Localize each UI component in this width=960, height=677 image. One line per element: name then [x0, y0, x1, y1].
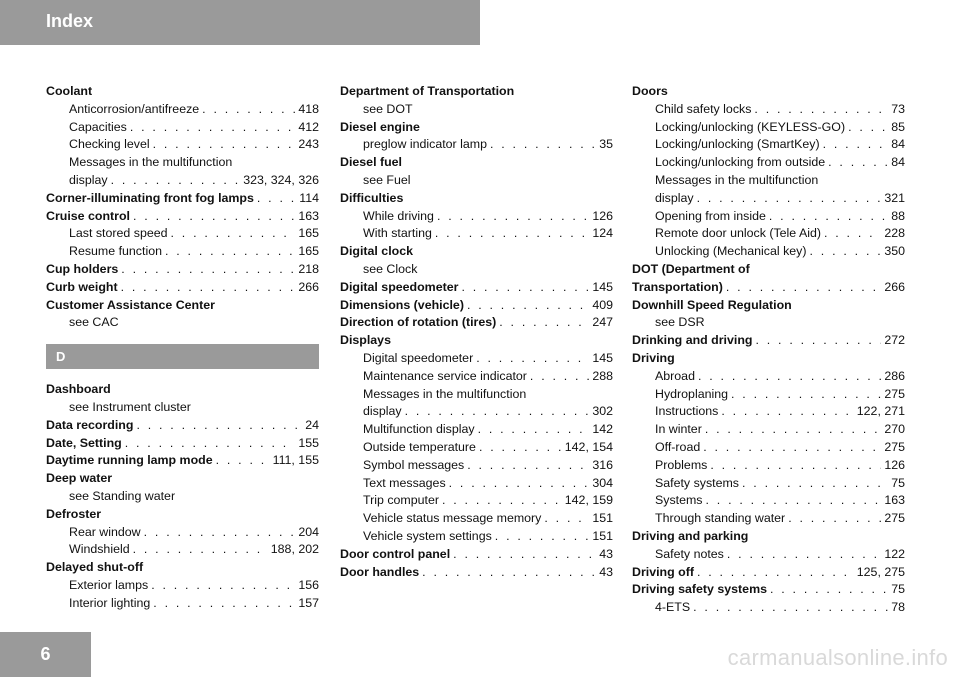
page-reference: 275 — [884, 511, 905, 526]
index-subentry — [632, 368, 905, 386]
page-reference: 157 — [298, 595, 319, 610]
entry-label: Driving and parking — [632, 528, 749, 543]
page-reference: 122, 271 — [856, 404, 905, 419]
entry-label: 4-ETS — [655, 600, 691, 615]
entry-label: Anticorrosion/antifreeze — [69, 101, 200, 116]
entry-label: Maintenance service indicator — [363, 368, 527, 383]
entry-label: Interior lighting — [69, 595, 151, 610]
page-reference: 24 — [305, 417, 319, 432]
index-subentry — [340, 350, 613, 368]
index-subentry — [632, 546, 905, 564]
page-reference: 78 — [891, 600, 905, 615]
entry-label: display — [655, 190, 694, 205]
page-reference: 247 — [592, 315, 613, 330]
dot-leader — [697, 190, 882, 208]
entry-label: display — [363, 404, 402, 419]
index-heading-entry — [340, 243, 613, 261]
entry-label: Systems — [655, 493, 703, 508]
index-subentry — [340, 136, 613, 154]
index-heading-entry — [632, 528, 905, 546]
index-subentry — [340, 386, 613, 404]
dot-leader — [693, 599, 888, 617]
page-reference: 75 — [891, 582, 905, 597]
index-heading-entry — [340, 332, 613, 350]
dot-leader — [461, 279, 589, 297]
dot-leader — [770, 581, 888, 599]
index-subentry — [46, 595, 319, 613]
index-subentry — [46, 399, 319, 417]
entry-label: Curb weight — [46, 279, 118, 294]
index-subentry — [632, 421, 905, 439]
page-reference: 111, 155 — [272, 453, 319, 468]
dot-leader — [726, 279, 881, 297]
dot-leader — [495, 528, 590, 546]
index-subentry — [46, 243, 319, 261]
entry-label: While driving — [363, 208, 434, 223]
entry-label: Capacities — [69, 119, 127, 134]
index-subentry — [340, 261, 613, 279]
index-subentry — [632, 225, 905, 243]
dot-leader — [133, 541, 268, 559]
dot-leader — [828, 154, 888, 172]
index-heading-entry — [46, 417, 319, 435]
entry-label: Vehicle system settings — [363, 528, 492, 543]
dot-leader — [435, 225, 589, 243]
page-reference: 204 — [298, 524, 319, 539]
entry-label: Digital clock — [340, 244, 413, 259]
index-subentry — [340, 475, 613, 493]
dot-leader — [153, 595, 295, 613]
index-subentry — [632, 243, 905, 261]
watermark: carmanualsonline.info — [727, 645, 948, 670]
index-heading-entry — [632, 261, 905, 279]
entry-label: Locking/unlocking (SmartKey) — [655, 137, 820, 152]
entry-label: Messages in the multifunction — [363, 386, 527, 401]
page-reference: 88 — [891, 208, 905, 223]
page-reference: 126 — [884, 457, 905, 472]
entry-label: Driving — [632, 350, 675, 365]
entry-label: Child safety locks — [655, 101, 752, 116]
index-subentry — [632, 492, 905, 510]
index-subentry — [46, 172, 319, 190]
index-subentry — [632, 172, 905, 190]
dot-leader — [478, 421, 590, 439]
page-reference: 84 — [891, 155, 905, 170]
dot-leader — [479, 439, 562, 457]
page-reference: 142, 154 — [564, 439, 613, 454]
dot-leader — [499, 314, 589, 332]
dot-leader — [257, 190, 296, 208]
index-heading-entry — [46, 83, 319, 101]
page-reference: 288 — [592, 368, 613, 383]
entry-label: In winter — [655, 422, 702, 437]
index-subentry — [632, 314, 905, 332]
dot-leader — [788, 510, 881, 528]
dot-leader — [437, 208, 589, 226]
entry-label: Rear window — [69, 524, 141, 539]
page-reference: 35 — [599, 137, 613, 152]
index-subentry — [632, 208, 905, 226]
entry-label: Door control panel — [340, 546, 451, 561]
entry-label: Locking/unlocking from outside — [655, 155, 826, 170]
entry-label: Messages in the multifunction — [655, 172, 819, 187]
dot-leader — [133, 208, 295, 226]
index-subentry — [632, 190, 905, 208]
entry-label: see DOT — [363, 101, 413, 116]
dot-leader — [703, 439, 881, 457]
page-reference: 73 — [891, 101, 905, 116]
dot-leader — [111, 172, 241, 190]
entry-label: Safety systems — [655, 475, 740, 490]
index-subentry — [46, 488, 319, 506]
entry-label: see Standing water — [69, 488, 176, 503]
entry-label: Checking level — [69, 137, 150, 152]
dot-leader — [544, 510, 589, 528]
dot-leader — [121, 261, 295, 279]
entry-label: Last stored speed — [69, 226, 168, 241]
dot-leader — [530, 368, 589, 386]
entry-label: Remote door unlock (Tele Aid) — [655, 226, 821, 241]
entry-label: Hydroplaning — [655, 386, 729, 401]
index-subentry — [340, 457, 613, 475]
entry-label: Locking/unlocking (KEYLESS-GO) — [655, 119, 846, 134]
index-heading-entry — [340, 190, 613, 208]
dot-leader — [467, 297, 589, 315]
index-subentry — [340, 172, 613, 190]
entry-label: Drinking and driving — [632, 333, 753, 348]
index-subentry — [632, 599, 905, 617]
index-subentry — [46, 225, 319, 243]
dot-leader — [151, 577, 295, 595]
dot-leader — [755, 332, 881, 350]
dot-leader — [476, 350, 589, 368]
index-heading-entry — [46, 470, 319, 488]
entry-label: Safety notes — [655, 546, 724, 561]
page-reference: 145 — [592, 279, 613, 294]
dot-leader — [727, 546, 881, 564]
page-reference: 412 — [298, 119, 319, 134]
index-subentry — [46, 541, 319, 559]
page-reference: 43 — [599, 546, 613, 561]
index-subentry — [340, 368, 613, 386]
entry-label: Instructions — [655, 404, 719, 419]
entry-label: Unlocking (Mechanical key) — [655, 244, 807, 259]
page-reference: 321 — [884, 190, 905, 205]
entry-label: Multifunction display — [363, 422, 475, 437]
page-reference: 165 — [298, 226, 319, 241]
page-reference: 316 — [592, 457, 613, 472]
index-heading-entry — [340, 564, 613, 582]
page-reference: 304 — [592, 475, 613, 490]
dot-leader — [202, 101, 295, 119]
index-heading-entry — [46, 559, 319, 577]
index-column-1 — [46, 83, 319, 613]
index-subentry — [632, 101, 905, 119]
entry-label: Transportation) — [632, 279, 723, 294]
dot-leader — [467, 457, 589, 475]
index-heading-entry — [46, 506, 319, 524]
index-heading-entry — [46, 261, 319, 279]
entry-label: Outside temperature — [363, 439, 476, 454]
page-reference: 272 — [884, 333, 905, 348]
index-subentry — [340, 101, 613, 119]
entry-label: Dimensions (vehicle) — [340, 297, 464, 312]
entry-label: Problems — [655, 457, 708, 472]
page-reference: 156 — [298, 577, 319, 592]
index-heading-entry — [46, 279, 319, 297]
index-heading-entry — [340, 279, 613, 297]
dot-leader — [698, 368, 881, 386]
index-subentry — [46, 524, 319, 542]
page-reference: 163 — [884, 493, 905, 508]
page-reference: 418 — [298, 101, 319, 116]
page-reference: 163 — [298, 208, 319, 223]
index-heading-entry — [340, 546, 613, 564]
header-bar — [0, 0, 480, 45]
entry-label: Cruise control — [46, 208, 130, 223]
entry-label: Digital speedometer — [363, 350, 474, 365]
index-subentry — [340, 403, 613, 421]
index-subentry — [632, 403, 905, 421]
entry-label: Defroster — [46, 506, 102, 521]
index-subentry — [632, 119, 905, 137]
entry-label: see Instrument cluster — [69, 399, 191, 414]
index-subentry — [632, 510, 905, 528]
entry-label: Difficulties — [340, 190, 404, 205]
page-reference: 142 — [592, 422, 613, 437]
page-reference: 85 — [891, 119, 905, 134]
entry-label: display — [69, 172, 108, 187]
page-reference: 228 — [884, 226, 905, 241]
index-heading-entry — [46, 452, 319, 470]
index-subentry — [46, 119, 319, 137]
index-heading-entry — [632, 83, 905, 101]
entry-label: see CAC — [69, 315, 119, 330]
entry-label: Diesel engine — [340, 119, 420, 134]
dot-leader — [769, 208, 888, 226]
entry-label: Text messages — [363, 475, 446, 490]
entry-label: see DSR — [655, 315, 705, 330]
dot-leader — [130, 119, 295, 137]
dot-leader — [165, 243, 295, 261]
page-reference: 275 — [884, 439, 905, 454]
entry-label: Off-road — [655, 439, 701, 454]
index-heading-entry — [46, 190, 319, 208]
dot-leader — [171, 225, 296, 243]
dot-leader — [144, 524, 296, 542]
index-heading-entry — [632, 332, 905, 350]
page-reference: 114 — [299, 190, 319, 205]
page-reference: 165 — [298, 244, 319, 259]
entry-label: Door handles — [340, 564, 420, 579]
index-heading-entry — [340, 154, 613, 172]
entry-label: Trip computer — [363, 493, 439, 508]
index-heading-entry — [632, 279, 905, 297]
index-heading-entry — [46, 435, 319, 453]
page-reference: 122 — [884, 546, 905, 561]
entry-label: Cup holders — [46, 261, 119, 276]
entry-label: Abroad — [655, 368, 695, 383]
entry-label: Exterior lamps — [69, 577, 149, 592]
page-reference: 145 — [592, 350, 613, 365]
page-reference: 155 — [298, 435, 319, 450]
page-reference: 84 — [891, 137, 905, 152]
entry-label: Date, Setting — [46, 435, 122, 450]
index-subentry — [46, 577, 319, 595]
entry-label: Coolant — [46, 84, 93, 98]
page-reference: 75 — [891, 475, 905, 490]
entry-label: Deep water — [46, 471, 113, 486]
page-reference: 409 — [592, 297, 613, 312]
page-reference: 151 — [592, 528, 613, 543]
dot-leader — [216, 452, 270, 470]
index-subentry — [340, 510, 613, 528]
index-subentry — [46, 101, 319, 119]
dot-leader — [125, 435, 296, 453]
page-number: 6 — [40, 644, 51, 664]
dot-leader — [742, 475, 888, 493]
dot-leader — [731, 386, 881, 404]
entry-label: Messages in the multifunction — [69, 155, 233, 170]
index-heading-entry — [632, 564, 905, 582]
dot-leader — [136, 417, 302, 435]
index-heading-entry — [632, 581, 905, 599]
entry-label: see Clock — [363, 261, 418, 276]
page-reference: 124 — [592, 226, 613, 241]
index-heading-entry — [46, 208, 319, 226]
dot-leader — [121, 279, 296, 297]
page-reference: 266 — [884, 279, 905, 294]
page-number-box — [0, 632, 91, 677]
entry-label: Delayed shut-off — [46, 560, 144, 575]
dot-leader — [848, 119, 888, 137]
entry-label: Downhill Speed Regulation — [632, 297, 792, 312]
entry-label: Corner-illuminating front fog lamps — [46, 190, 254, 205]
entry-label: Opening from inside — [655, 208, 766, 223]
entry-label: Diesel fuel — [340, 155, 402, 170]
dot-leader — [705, 421, 881, 439]
index-subentry — [632, 457, 905, 475]
index-subentry — [632, 386, 905, 404]
entry-label: Driving off — [632, 564, 694, 579]
page-reference: 125, 275 — [856, 564, 905, 579]
dot-leader — [449, 475, 590, 493]
page-reference: 270 — [884, 422, 905, 437]
dot-leader — [754, 101, 888, 119]
entry-label: Digital speedometer — [340, 279, 459, 294]
entry-label: Department of Transportation — [340, 84, 515, 98]
page-reference: 243 — [298, 137, 319, 152]
index-subentry — [632, 154, 905, 172]
dot-leader — [153, 136, 296, 154]
entry-label: Displays — [340, 333, 391, 348]
dot-leader — [422, 564, 596, 582]
page-reference: 323, 324, 326 — [243, 172, 319, 187]
entry-label: see Fuel — [363, 172, 411, 187]
index-heading-entry — [46, 381, 319, 399]
index-subentry — [340, 528, 613, 546]
index-column-2 — [340, 83, 613, 581]
entry-label: Resume function — [69, 244, 162, 259]
dot-leader — [697, 564, 854, 582]
entry-label: Windshield — [69, 542, 130, 557]
index-subentry — [46, 314, 319, 332]
page-reference: 350 — [884, 244, 905, 259]
index-heading-entry — [632, 297, 905, 315]
entry-label: Symbol messages — [363, 457, 465, 472]
index-subentry — [340, 492, 613, 510]
page-title: Index — [46, 11, 94, 31]
dot-leader — [710, 457, 881, 475]
dot-leader — [405, 403, 590, 421]
entry-label: Daytime running lamp mode — [46, 453, 213, 468]
index-subentry — [46, 154, 319, 172]
entry-label: Driving safety systems — [632, 582, 767, 597]
index-subentry — [632, 475, 905, 493]
index-subentry — [46, 136, 319, 154]
entry-label: Direction of rotation (tires) — [340, 315, 497, 330]
dot-leader — [823, 136, 889, 154]
entry-label: Customer Assistance Center — [46, 297, 215, 312]
index-subentry — [340, 208, 613, 226]
index-heading-entry — [340, 314, 613, 332]
index-heading-entry — [632, 350, 905, 368]
index-subentry — [632, 439, 905, 457]
index-column-3 — [632, 83, 905, 617]
dot-leader — [706, 492, 882, 510]
page-reference: 302 — [592, 404, 613, 419]
page-reference: 151 — [592, 511, 613, 526]
entry-label: Through standing water — [655, 511, 786, 526]
section-header — [46, 344, 319, 369]
index-subentry — [632, 136, 905, 154]
page-reference: 218 — [298, 261, 319, 276]
dot-leader — [721, 403, 853, 421]
page-reference: 286 — [884, 368, 905, 383]
index-heading-entry — [46, 297, 319, 315]
entry-label: DOT (Department of — [632, 261, 750, 276]
dot-leader — [442, 492, 562, 510]
page-reference: 43 — [599, 564, 613, 579]
page-reference: 142, 159 — [564, 493, 613, 508]
dot-leader — [490, 136, 596, 154]
page-reference: 126 — [592, 208, 613, 223]
entry-label: Data recording — [46, 417, 134, 432]
page-reference: 266 — [298, 279, 319, 294]
index-heading-entry — [340, 297, 613, 315]
section-letter: D — [56, 349, 66, 365]
index-subentry — [340, 421, 613, 439]
entry-label: With starting — [363, 226, 432, 241]
dot-leader — [810, 243, 882, 261]
index-subentry — [340, 439, 613, 457]
entry-label: Doors — [632, 84, 668, 98]
page-reference: 275 — [884, 386, 905, 401]
index-heading-entry — [340, 119, 613, 137]
entry-label: Vehicle status message memory — [363, 511, 542, 526]
index-subentry — [340, 225, 613, 243]
dot-leader — [824, 225, 881, 243]
dot-leader — [453, 546, 596, 564]
entry-label: Dashboard — [46, 382, 111, 397]
page-reference: 188, 202 — [270, 542, 319, 557]
entry-label: preglow indicator lamp — [363, 137, 487, 152]
index-heading-entry — [340, 83, 613, 101]
